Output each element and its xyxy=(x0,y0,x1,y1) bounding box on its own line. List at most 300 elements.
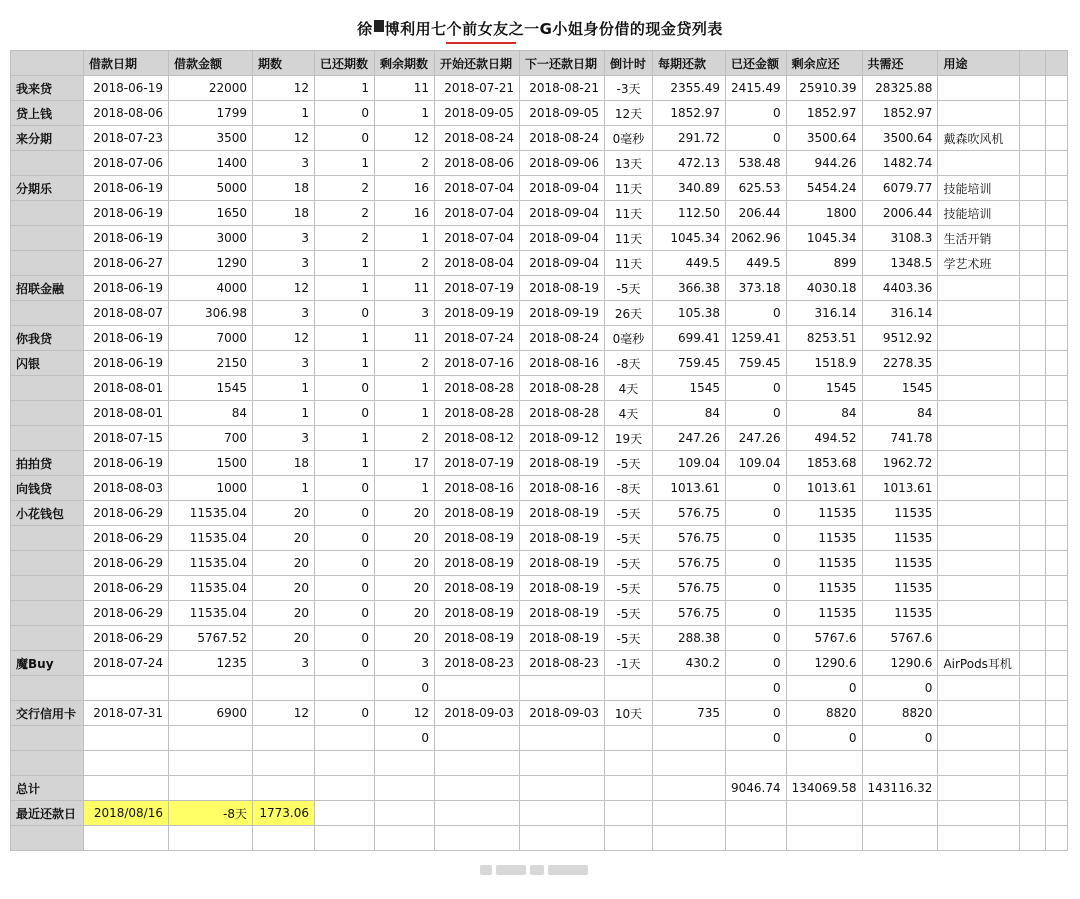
column-header: 倒计时 xyxy=(605,51,653,76)
table-cell: 12 xyxy=(375,126,435,151)
table-row xyxy=(11,526,1068,551)
table-cell: 84 xyxy=(786,401,862,426)
table-cell xyxy=(435,801,520,826)
table-cell: 1 xyxy=(375,401,435,426)
table-cell xyxy=(435,826,520,851)
table-cell xyxy=(653,801,726,826)
table-row xyxy=(11,726,1068,751)
table-cell: 9512.92 xyxy=(862,326,938,351)
table-cell xyxy=(1020,601,1046,626)
table-row xyxy=(11,551,1068,576)
table-cell: 11天 xyxy=(605,176,653,201)
table-cell: 10天 xyxy=(605,701,653,726)
table-cell xyxy=(938,426,1020,451)
table-cell: 0 xyxy=(726,501,787,526)
row-label-cell: 你我贷 xyxy=(11,326,84,351)
table-cell: -5天 xyxy=(605,276,653,301)
table-cell xyxy=(315,776,375,801)
title-part-c: 之一G小姐身份借的现金贷列表 xyxy=(508,20,723,38)
table-cell: 2018-08-23 xyxy=(520,651,605,676)
table-cell xyxy=(84,676,169,701)
table-cell: 0 xyxy=(726,651,787,676)
table-row xyxy=(11,426,1068,451)
table-cell: 2018-08-24 xyxy=(520,126,605,151)
table-cell: 0 xyxy=(375,726,435,751)
table-cell: 0 xyxy=(726,401,787,426)
table-cell: 2018-06-19 xyxy=(84,176,169,201)
table-cell: 11535.04 xyxy=(169,526,253,551)
row-label-cell xyxy=(11,151,84,176)
table-cell xyxy=(1020,526,1046,551)
table-cell: 899 xyxy=(786,251,862,276)
redaction-block xyxy=(374,20,384,32)
table-row xyxy=(11,501,1068,526)
column-header: 用途 xyxy=(938,51,1020,76)
table-cell xyxy=(1020,151,1046,176)
table-cell: 0 xyxy=(315,476,375,501)
table-cell: 0 xyxy=(786,726,862,751)
table-cell: 11535.04 xyxy=(169,501,253,526)
table-cell: 340.89 xyxy=(653,176,726,201)
table-cell xyxy=(1046,201,1068,226)
column-header: 期数 xyxy=(253,51,315,76)
row-label-cell: 魔Buy xyxy=(11,651,84,676)
table-cell: 11 xyxy=(375,76,435,101)
table-cell: 18 xyxy=(253,201,315,226)
table-cell: 1 xyxy=(315,151,375,176)
table-cell xyxy=(938,326,1020,351)
table-cell: 0 xyxy=(315,126,375,151)
table-cell: 1 xyxy=(315,76,375,101)
row-label-cell: 来分期 xyxy=(11,126,84,151)
table-cell: 699.41 xyxy=(653,326,726,351)
table-cell: 2018-08-16 xyxy=(435,476,520,501)
table-cell: 735 xyxy=(653,701,726,726)
table-cell xyxy=(938,401,1020,426)
table-cell: 0 xyxy=(315,601,375,626)
table-cell: 3 xyxy=(253,301,315,326)
table-cell: 472.13 xyxy=(653,151,726,176)
row-label-cell xyxy=(11,226,84,251)
table-cell: 1 xyxy=(315,326,375,351)
column-header: 共需还 xyxy=(862,51,938,76)
table-cell: 0 xyxy=(726,726,787,751)
table-cell: 84 xyxy=(169,401,253,426)
table-cell: 5000 xyxy=(169,176,253,201)
table-cell: 1799 xyxy=(169,101,253,126)
table-cell: 戴森吹风机 xyxy=(938,126,1020,151)
table-row xyxy=(11,476,1068,501)
table-cell: 0 xyxy=(315,701,375,726)
table-cell: 0 xyxy=(726,576,787,601)
table-cell: 1 xyxy=(253,376,315,401)
table-cell: 11535 xyxy=(786,601,862,626)
table-cell xyxy=(1046,751,1068,776)
table-cell: 1650 xyxy=(169,201,253,226)
table-cell: 112.50 xyxy=(653,201,726,226)
table-cell xyxy=(1020,376,1046,401)
table-cell: 生活开销 xyxy=(938,226,1020,251)
table-row xyxy=(11,151,1068,176)
table-cell: 2018-08-24 xyxy=(435,126,520,151)
table-cell: 1 xyxy=(375,376,435,401)
table-cell: 11535 xyxy=(786,576,862,601)
column-header: 开始还款日期 xyxy=(435,51,520,76)
table-cell xyxy=(1046,676,1068,701)
header-row xyxy=(11,51,1068,76)
table-cell: 2018-08-04 xyxy=(435,251,520,276)
table-cell: 25910.39 xyxy=(786,76,862,101)
table-cell xyxy=(1020,176,1046,201)
table-cell: 0 xyxy=(726,101,787,126)
table-cell: 2415.49 xyxy=(726,76,787,101)
table-cell: 2018-09-19 xyxy=(520,301,605,326)
table-cell: 1045.34 xyxy=(786,226,862,251)
table-cell: 373.18 xyxy=(726,276,787,301)
table-cell xyxy=(1020,401,1046,426)
table-cell: 3 xyxy=(253,151,315,176)
table-cell: 2018-07-19 xyxy=(435,276,520,301)
table-cell: 3 xyxy=(253,251,315,276)
table-cell xyxy=(520,676,605,701)
table-cell: 2018-08-28 xyxy=(435,376,520,401)
table-cell: 2018-08-19 xyxy=(520,626,605,651)
table-cell: 84 xyxy=(862,401,938,426)
table-cell: 11535 xyxy=(786,501,862,526)
table-cell: 2018-06-29 xyxy=(84,501,169,526)
table-cell: 143116.32 xyxy=(862,776,938,801)
table-cell: 4000 xyxy=(169,276,253,301)
table-cell: 2018-08-19 xyxy=(520,276,605,301)
table-cell: 13天 xyxy=(605,151,653,176)
table-cell: 2018-06-19 xyxy=(84,76,169,101)
table-cell: 1853.68 xyxy=(786,451,862,476)
table-cell: 291.72 xyxy=(653,126,726,151)
table-cell: 2018-09-03 xyxy=(520,701,605,726)
table-cell xyxy=(1046,301,1068,326)
table-cell xyxy=(786,751,862,776)
table-cell: 1482.74 xyxy=(862,151,938,176)
title-part-b: 七个前女友 xyxy=(431,20,509,38)
table-cell xyxy=(1020,351,1046,376)
column-header: 借款日期 xyxy=(84,51,169,76)
table-cell xyxy=(726,826,787,851)
table-cell: 2018-08-24 xyxy=(520,326,605,351)
row-label-cell xyxy=(11,526,84,551)
table-cell: 20 xyxy=(253,526,315,551)
table-cell: 2018-06-19 xyxy=(84,226,169,251)
table-cell xyxy=(938,151,1020,176)
column-header: 剩余应还 xyxy=(786,51,862,76)
table-cell xyxy=(862,801,938,826)
table-cell: 538.48 xyxy=(726,151,787,176)
table-cell: 1800 xyxy=(786,201,862,226)
table-cell: 12 xyxy=(253,701,315,726)
table-cell: 1290.6 xyxy=(862,651,938,676)
table-cell: 1290.6 xyxy=(786,651,862,676)
table-cell: 2018-09-04 xyxy=(520,176,605,201)
table-cell: 944.26 xyxy=(786,151,862,176)
table-cell xyxy=(653,726,726,751)
table-cell xyxy=(938,76,1020,101)
row-label-cell: 总计 xyxy=(11,776,84,801)
table-cell xyxy=(938,501,1020,526)
table-cell: 0 xyxy=(726,301,787,326)
table-cell: 2018-06-19 xyxy=(84,451,169,476)
table-cell: 2018-08-19 xyxy=(435,526,520,551)
table-cell xyxy=(1046,551,1068,576)
table-cell: 1500 xyxy=(169,451,253,476)
table-cell: 2018-06-29 xyxy=(84,626,169,651)
table-cell xyxy=(862,751,938,776)
row-label-cell xyxy=(11,201,84,226)
table-cell xyxy=(520,726,605,751)
table-cell: 2018-08-23 xyxy=(435,651,520,676)
column-header: 已还期数 xyxy=(315,51,375,76)
table-cell xyxy=(1020,751,1046,776)
table-cell: 2018-08-12 xyxy=(435,426,520,451)
table-cell: 8820 xyxy=(862,701,938,726)
table-cell: 0 xyxy=(315,501,375,526)
row-label-cell xyxy=(11,251,84,276)
table-cell xyxy=(1020,826,1046,851)
table-cell: 430.2 xyxy=(653,651,726,676)
table-cell: 16 xyxy=(375,176,435,201)
table-cell: 2018-07-23 xyxy=(84,126,169,151)
table-cell: 2018-08-07 xyxy=(84,301,169,326)
table-cell xyxy=(653,826,726,851)
row-label-cell xyxy=(11,551,84,576)
table-cell: 2018-06-27 xyxy=(84,251,169,276)
table-cell xyxy=(435,676,520,701)
table-cell: 5767.6 xyxy=(786,626,862,651)
table-cell: 576.75 xyxy=(653,526,726,551)
table-cell: 2018-08-19 xyxy=(520,576,605,601)
column-header: 已还金额 xyxy=(726,51,787,76)
table-cell: 2018-06-29 xyxy=(84,551,169,576)
table-cell: 7000 xyxy=(169,326,253,351)
table-cell: 5767.6 xyxy=(862,626,938,651)
table-cell: 1852.97 xyxy=(653,101,726,126)
table-cell xyxy=(375,751,435,776)
table-cell xyxy=(520,751,605,776)
table-cell xyxy=(84,726,169,751)
table-cell xyxy=(375,826,435,851)
table-cell: 2018-07-24 xyxy=(435,326,520,351)
table-cell: 2 xyxy=(375,351,435,376)
table-cell: 1 xyxy=(315,426,375,451)
table-cell: 576.75 xyxy=(653,601,726,626)
table-cell: 1290 xyxy=(169,251,253,276)
table-cell: 12 xyxy=(253,126,315,151)
table-cell: 3500.64 xyxy=(786,126,862,151)
table-cell: 0 xyxy=(786,676,862,701)
table-cell: 6079.77 xyxy=(862,176,938,201)
table-cell: 1852.97 xyxy=(862,101,938,126)
table-cell: 1000 xyxy=(169,476,253,501)
table-cell: 1 xyxy=(253,401,315,426)
table-cell xyxy=(520,776,605,801)
table-cell: 22000 xyxy=(169,76,253,101)
table-cell: 12 xyxy=(253,276,315,301)
table-cell: 2018-06-29 xyxy=(84,576,169,601)
table-cell: 2018-09-04 xyxy=(520,251,605,276)
table-cell xyxy=(938,726,1020,751)
table-cell: 技能培训 xyxy=(938,176,1020,201)
table-cell: 2062.96 xyxy=(726,226,787,251)
table-row xyxy=(11,251,1068,276)
table-cell xyxy=(1046,226,1068,251)
table-cell xyxy=(653,751,726,776)
table-cell: 0 xyxy=(726,551,787,576)
table-row xyxy=(11,451,1068,476)
table-cell: -1天 xyxy=(605,651,653,676)
table-cell xyxy=(726,751,787,776)
table-cell: 2018-09-05 xyxy=(435,101,520,126)
table-cell: 2018-08-19 xyxy=(520,601,605,626)
row-label-cell xyxy=(11,676,84,701)
table-cell: 2018-08-28 xyxy=(520,376,605,401)
table-cell: AirPods耳机 xyxy=(938,651,1020,676)
table-cell: 3500 xyxy=(169,126,253,151)
table-cell: 0 xyxy=(315,301,375,326)
row-label-cell xyxy=(11,726,84,751)
table-cell: 20 xyxy=(253,576,315,601)
table-cell: 1 xyxy=(375,101,435,126)
table-cell: 2150 xyxy=(169,351,253,376)
table-cell: 1013.61 xyxy=(862,476,938,501)
table-cell: 2018-08-19 xyxy=(520,451,605,476)
table-cell: 2018-08-19 xyxy=(435,551,520,576)
table-cell: 12 xyxy=(375,701,435,726)
table-cell: 3 xyxy=(253,651,315,676)
table-cell xyxy=(435,776,520,801)
table-cell: -8天 xyxy=(605,351,653,376)
column-header: 每期还款 xyxy=(653,51,726,76)
row-label-cell: 拍拍贷 xyxy=(11,451,84,476)
table-cell: 2018-06-29 xyxy=(84,526,169,551)
table-cell: 105.38 xyxy=(653,301,726,326)
table-cell: 2018-06-19 xyxy=(84,201,169,226)
table-cell xyxy=(605,751,653,776)
table-cell xyxy=(1046,701,1068,726)
table-cell xyxy=(605,801,653,826)
table-cell: 11535 xyxy=(862,551,938,576)
table-cell xyxy=(1046,426,1068,451)
table-row xyxy=(11,826,1068,851)
table-cell: 2018-08-16 xyxy=(520,476,605,501)
row-label-cell xyxy=(11,601,84,626)
table-cell xyxy=(1046,76,1068,101)
column-header: 下一还款日期 xyxy=(520,51,605,76)
table-cell: 576.75 xyxy=(653,501,726,526)
row-label-cell xyxy=(11,626,84,651)
table-cell: 366.38 xyxy=(653,276,726,301)
table-row xyxy=(11,276,1068,301)
table-cell: 0 xyxy=(726,376,787,401)
table-cell: 2018/08/16 xyxy=(84,801,169,826)
table-cell: 288.38 xyxy=(653,626,726,651)
row-label-cell: 分期乐 xyxy=(11,176,84,201)
table-cell: 9046.74 xyxy=(726,776,787,801)
table-cell xyxy=(315,751,375,776)
table-cell xyxy=(938,526,1020,551)
table-cell: 1 xyxy=(315,251,375,276)
table-cell: 0 xyxy=(315,101,375,126)
table-cell xyxy=(1020,101,1046,126)
table-cell: 0 xyxy=(315,626,375,651)
table-row xyxy=(11,226,1068,251)
table-cell: 1 xyxy=(375,226,435,251)
table-cell xyxy=(1020,551,1046,576)
table-cell xyxy=(84,776,169,801)
row-label-cell xyxy=(11,401,84,426)
table-cell: 0 xyxy=(315,401,375,426)
table-cell xyxy=(435,726,520,751)
table-cell xyxy=(938,351,1020,376)
table-cell: 技能培训 xyxy=(938,201,1020,226)
table-cell xyxy=(1020,276,1046,301)
table-cell: 1 xyxy=(315,276,375,301)
table-cell: 134069.58 xyxy=(786,776,862,801)
table-cell xyxy=(938,301,1020,326)
table-cell: 206.44 xyxy=(726,201,787,226)
table-cell: -3天 xyxy=(605,76,653,101)
table-cell: 2 xyxy=(375,151,435,176)
row-label-cell xyxy=(11,826,84,851)
table-cell xyxy=(1046,501,1068,526)
table-cell xyxy=(605,826,653,851)
table-cell xyxy=(938,676,1020,701)
table-cell xyxy=(938,601,1020,626)
table-cell xyxy=(1046,376,1068,401)
table-cell: 1 xyxy=(253,101,315,126)
table-cell: 1545 xyxy=(862,376,938,401)
table-cell: 3108.3 xyxy=(862,226,938,251)
table-row xyxy=(11,576,1068,601)
table-cell xyxy=(938,376,1020,401)
table-cell xyxy=(786,826,862,851)
table-cell: 12 xyxy=(253,76,315,101)
title-red-underline xyxy=(446,42,516,44)
table-cell: 3000 xyxy=(169,226,253,251)
table-cell xyxy=(1046,326,1068,351)
table-cell xyxy=(1046,101,1068,126)
table-cell xyxy=(1046,651,1068,676)
table-cell xyxy=(1020,776,1046,801)
table-cell xyxy=(605,676,653,701)
table-cell: 109.04 xyxy=(726,451,787,476)
table-cell xyxy=(1046,401,1068,426)
table-cell xyxy=(1046,151,1068,176)
table-cell xyxy=(786,801,862,826)
table-cell: 1 xyxy=(315,351,375,376)
table-cell: 0 xyxy=(375,676,435,701)
table-row xyxy=(11,101,1068,126)
table-cell: -5天 xyxy=(605,601,653,626)
table-cell: -5天 xyxy=(605,551,653,576)
table-cell: 18 xyxy=(253,176,315,201)
table-cell: 449.5 xyxy=(653,251,726,276)
table-cell: 16 xyxy=(375,201,435,226)
table-cell xyxy=(253,726,315,751)
table-row xyxy=(11,776,1068,801)
table-cell: 12天 xyxy=(605,101,653,126)
row-label-cell xyxy=(11,301,84,326)
table-cell: 1518.9 xyxy=(786,351,862,376)
table-cell xyxy=(1046,126,1068,151)
table-cell: 3 xyxy=(375,651,435,676)
